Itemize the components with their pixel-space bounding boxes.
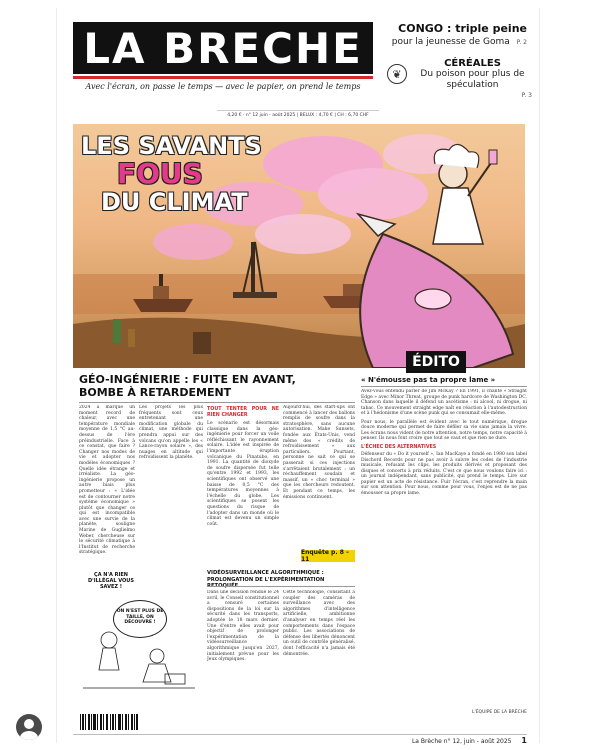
hero-title-line1: LES SAVANTS bbox=[81, 132, 262, 160]
article-paragraph: Les projets les plus fréquents sont ceux entretenant une modification globale du climat, une méthode qui prendra appui sur des volcans qu'on appelle les « Lance-rayon solaire », des nuages en altitude qui refroidissent la planète. bbox=[139, 405, 203, 461]
divider bbox=[73, 734, 527, 735]
avatar-head bbox=[24, 719, 34, 729]
divider bbox=[361, 386, 527, 387]
cartoon-figure bbox=[143, 649, 185, 684]
teaser-headline: CÉRÉALES bbox=[444, 58, 501, 69]
footer-page-number: 1 bbox=[521, 736, 527, 745]
edito-badge: ÉDITO bbox=[406, 351, 466, 373]
avatar[interactable] bbox=[16, 714, 42, 740]
edito-paragraph: Avez-vous entendu parler de Jim McKay ? En 1991, il chante « Straight Edge » avec Minor Threat, groupe de punk hardcore de Washington DC. Chanson dans laquelle il défend un ascétisme : ni alcool, ni drogue, ni tabac. Ce mouvement straight edge naît en réaction à l'autodestruction et à l'hédonisme d'une scène punk qui se consumait elle-même. bbox=[361, 389, 527, 416]
speech-bubble: ÇA N'A RIEN D'ILLÉGAL VOUS SAVEZ ! bbox=[88, 572, 134, 590]
hero-title bbox=[81, 132, 262, 216]
teaser-subline bbox=[387, 37, 527, 47]
teaser-congo[interactable] bbox=[387, 22, 527, 47]
grain-icon: ❦ bbox=[387, 64, 407, 84]
cartoon-drawing bbox=[79, 570, 199, 700]
footer-issue: La Brèche n° 12, juin - août 2025 bbox=[411, 738, 512, 745]
teaser-page-ref: P. 3 bbox=[521, 92, 532, 99]
mad-scientist bbox=[433, 144, 497, 244]
teaser-page-ref: P. 2 bbox=[516, 39, 527, 46]
avatar-body bbox=[20, 731, 38, 740]
enquete-link[interactable]: Enquête p. 8 – 11 bbox=[301, 550, 355, 562]
logo-underline bbox=[73, 76, 373, 79]
divider bbox=[79, 402, 355, 403]
edito-quote: « N'émousse pas ta propre lame » bbox=[361, 376, 496, 384]
pink-smoke-cloud bbox=[318, 168, 428, 220]
edito-subhead: L'ÉCHEC DES ALTERNATIVES bbox=[361, 444, 437, 450]
cartoon-figure bbox=[99, 632, 119, 670]
page-footer bbox=[387, 736, 527, 745]
main-headline-line1: GÉO-INGÉNIERIE : FUITE EN AVANT, bbox=[79, 373, 296, 386]
article-column: Dans une décision rendue le 24 avril, le Conseil constitutionnel a censuré certaines dispositions de la loi sur la sécurité dans les transports, adoptée le 18 mars dernier. Une d'entre elles avait pour objectif de prolonger l'expérimentation de la vidéosurveillance algorithmique jusqu'en 2027, initialement prévue pour les Jeux olympiques. bbox=[207, 590, 279, 663]
hero-title-line2: FOUS bbox=[117, 157, 203, 190]
edito-paragraph: Pour nous, le parallèle est évident avec le tout numérique, drogue douce moderne qui permet de faire défiler sa vie sans jamais la vivre. Les écrans nous vident de notre attention, notre temps, notre capacité à penser. Ils nous font croire que tout se vaut et que rien ne dure. bbox=[361, 419, 527, 441]
masthead-logo[interactable]: LA BRECHE bbox=[73, 22, 373, 74]
masthead-slogan: Avec l'écran, on passe le temps — avec le papier, on prend le temps bbox=[85, 82, 361, 91]
edito-paragraph: Défenseur du « Do it yourself », Ian MacKaye a fondé en 1980 son label Dischord Records pour ne pas avoir à suivre les codes de l'industrie musicale, refusant les clips, les produits dérivés et proposant des disques et concerts à prix réduits. C'est ce que nous voulons faire ici : un journal indépendant, sans publicité, qui prend le temps. Lire sur papier est un acte de résistance. Fuir l'écran, c'est reprendre la main sur son attention. Pour nous, comme pour vous, l'enjeu est de ne pas émousser sa propre lame. bbox=[361, 452, 527, 496]
article-column: Aujourd'hui, des start-ups ont commencé à lancer des ballons remplis de soufre dans la stratosphère, sans aucune autorisation. Make Sunsets, fondée aux États-Unis, vend même des « crédits de refroidissement » aux particuliers. Pourtant, personne ne sait ce qui se passerait si ces injections s'arrêtaient brutalement : un réchauffement soudain et massif, un « choc terminal » que les chercheurs redoutent. Et pendant ce temps, les émissions continuent. bbox=[283, 405, 355, 500]
teaser-subline: Du poison pour plus de spéculation bbox=[420, 69, 525, 90]
price-line: 4,20 € · n° 12 juin - août 2025 | BELUX : 4,70 € | CH : 6,70 CHF bbox=[217, 110, 379, 120]
teaser-headline: CONGO : triple peine bbox=[398, 22, 527, 35]
bottle bbox=[113, 319, 121, 343]
hero-title-line3: DU CLIMAT bbox=[101, 188, 248, 216]
article-column: 2024 a marqué un moment record de chaleur, avec une température mondiale moyenne de 1,5 °C au-dessus de l'ère préindustrielle. Face à ce constat, que faire ? Changer nos modes de vie et adopter nos modèles économiques ? Quelle idée étrange et irréaliste. La géo-ingénierie propose un autre biais plus prometteur : « L'idée est de contourner notre système économique » plutôt que changer ce qui est incompatible avec une survie de la planète, souligne Marine de Guglielmo Weber, chercheuse sur le sécurité climatique à l'Institut de recherche stratégique. bbox=[79, 405, 135, 556]
second-headline-line2: PROLONGATION DE L'EXPÉRIMENTATION bbox=[207, 576, 325, 583]
hero-illustration[interactable] bbox=[73, 124, 525, 368]
teaser-subline-text: pour la jeunesse de Goma bbox=[391, 37, 510, 47]
main-headline-line2: BOMBE À RETARDEMENT bbox=[79, 386, 232, 399]
newspaper-page bbox=[56, 8, 540, 743]
pink-smoke-cloud bbox=[255, 214, 351, 254]
second-headline-line1: VIDÉOSURVEILLANCE ALGORITHMIQUE : bbox=[207, 570, 324, 576]
article-subhead: TOUT TENTER POUR NE RIEN CHANGER bbox=[207, 407, 279, 418]
pink-smoke-cloud bbox=[153, 224, 233, 260]
divider bbox=[207, 586, 355, 587]
edito-signature: L'ÉQUIPE DE LA BRÈCHE bbox=[471, 710, 527, 715]
barrel bbox=[193, 332, 211, 354]
cartoon bbox=[79, 570, 199, 700]
edito-text bbox=[361, 389, 527, 709]
speech-bubble: ON N'EST PLUS DE TAILLE, ON DÉCOUVRE ! bbox=[113, 600, 167, 638]
teaser-cereales[interactable] bbox=[387, 58, 532, 99]
main-headline[interactable] bbox=[79, 373, 319, 399]
bottle bbox=[128, 329, 135, 347]
barcode-icon bbox=[79, 714, 139, 734]
article-column bbox=[139, 405, 203, 565]
article-paragraph: Le scénario est désormais classique dans la géo-ingénierie pour forcer un voile réfléchissant le rayonnement solaire. L'idée est inspirée de l'importante éruption volcanique du Pinatubo, en 1991. La quantité de dioxyde de soufre dispersée fut telle qu'entre 1992 et 1993, les scientifiques ont observé une baisse de 0,5 °C des températures moyennes à l'échelle du globe. Les scientifiques se posent les questions du risque de l'adopter dans un monde où le climat est devenu un simple coût. bbox=[207, 421, 279, 527]
article-column: Cette technologie, consistant à coupler des caméras de surveillance avec des algorithmes d'intelligence artificielle, ambitionne d'analyser en temps réel les comportements dans l'espace public. Les associations de défense des libertés dénoncent un outil de contrôle généralisé, dont l'efficacité n'a jamais été démontrée. bbox=[283, 590, 355, 657]
article-column bbox=[207, 405, 279, 565]
